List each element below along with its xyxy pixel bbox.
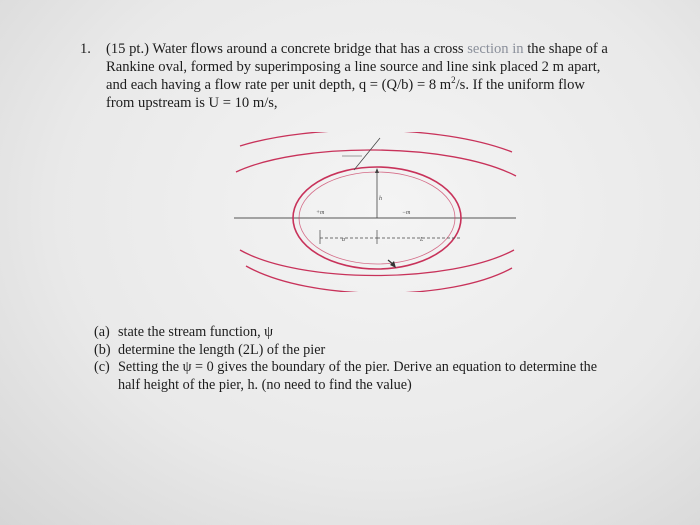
- h-label: h: [379, 196, 382, 202]
- height-arrowhead: [375, 168, 379, 173]
- part-a-label: (a): [94, 324, 110, 340]
- part-c: [94, 359, 694, 377]
- streamline-top-outer: [240, 132, 512, 152]
- problem-line-1-end: the shape of a: [523, 41, 608, 57]
- problem-line-3: [106, 76, 690, 94]
- source-label: +m: [316, 210, 325, 216]
- problem-text: [106, 40, 690, 112]
- part-a: [94, 324, 694, 342]
- part-c-text: Setting the ψ = 0 gives the boundary of the pier. Derive an equation to determine the: [118, 359, 598, 375]
- problem-line-2-text: Rankine oval, formed by superimposing a line source and line sink placed 2 m apart,: [106, 59, 601, 75]
- problem-line-1: [106, 40, 690, 58]
- part-b: [94, 342, 694, 360]
- problem-line-3-text: and each having a flow rate per unit depth, q = (Q/b) = 8 m: [106, 77, 452, 93]
- part-b-text: determine the length (2L) of the pier: [118, 341, 326, 358]
- problem-line-1-faded-text: section in: [467, 41, 524, 57]
- problem-line-4: [106, 94, 690, 112]
- question-parts: [94, 324, 694, 394]
- problem-line-3-end: /s. If the uniform flow: [455, 77, 585, 93]
- part-a-text: state the stream function, ψ: [118, 324, 274, 340]
- a-label: a: [342, 237, 345, 243]
- squared-superscript: 2: [451, 75, 456, 86]
- part-c-label: (c): [94, 359, 110, 375]
- problem-line-4-text: from upstream is U = 10 m/s,: [106, 95, 278, 111]
- streamline-bottom-outer: [246, 266, 512, 292]
- problem-line-2: [106, 58, 690, 76]
- leader-line: [354, 138, 380, 170]
- L-label: L: [420, 237, 424, 243]
- part-b-label: (b): [94, 341, 111, 358]
- problem-number: 1.: [80, 41, 91, 57]
- problem-line-1-text: (15 pt.) Water flows around a concrete bridge that has a cross: [106, 41, 468, 57]
- rankine-oval-diagram: [230, 132, 520, 292]
- streamline-bottom-inner: [240, 250, 514, 276]
- rankine-oval-figure: [230, 132, 520, 292]
- sink-label: −m: [402, 210, 411, 216]
- part-c-continuation: half height of the pier, h. (no need to find the value): [118, 376, 412, 393]
